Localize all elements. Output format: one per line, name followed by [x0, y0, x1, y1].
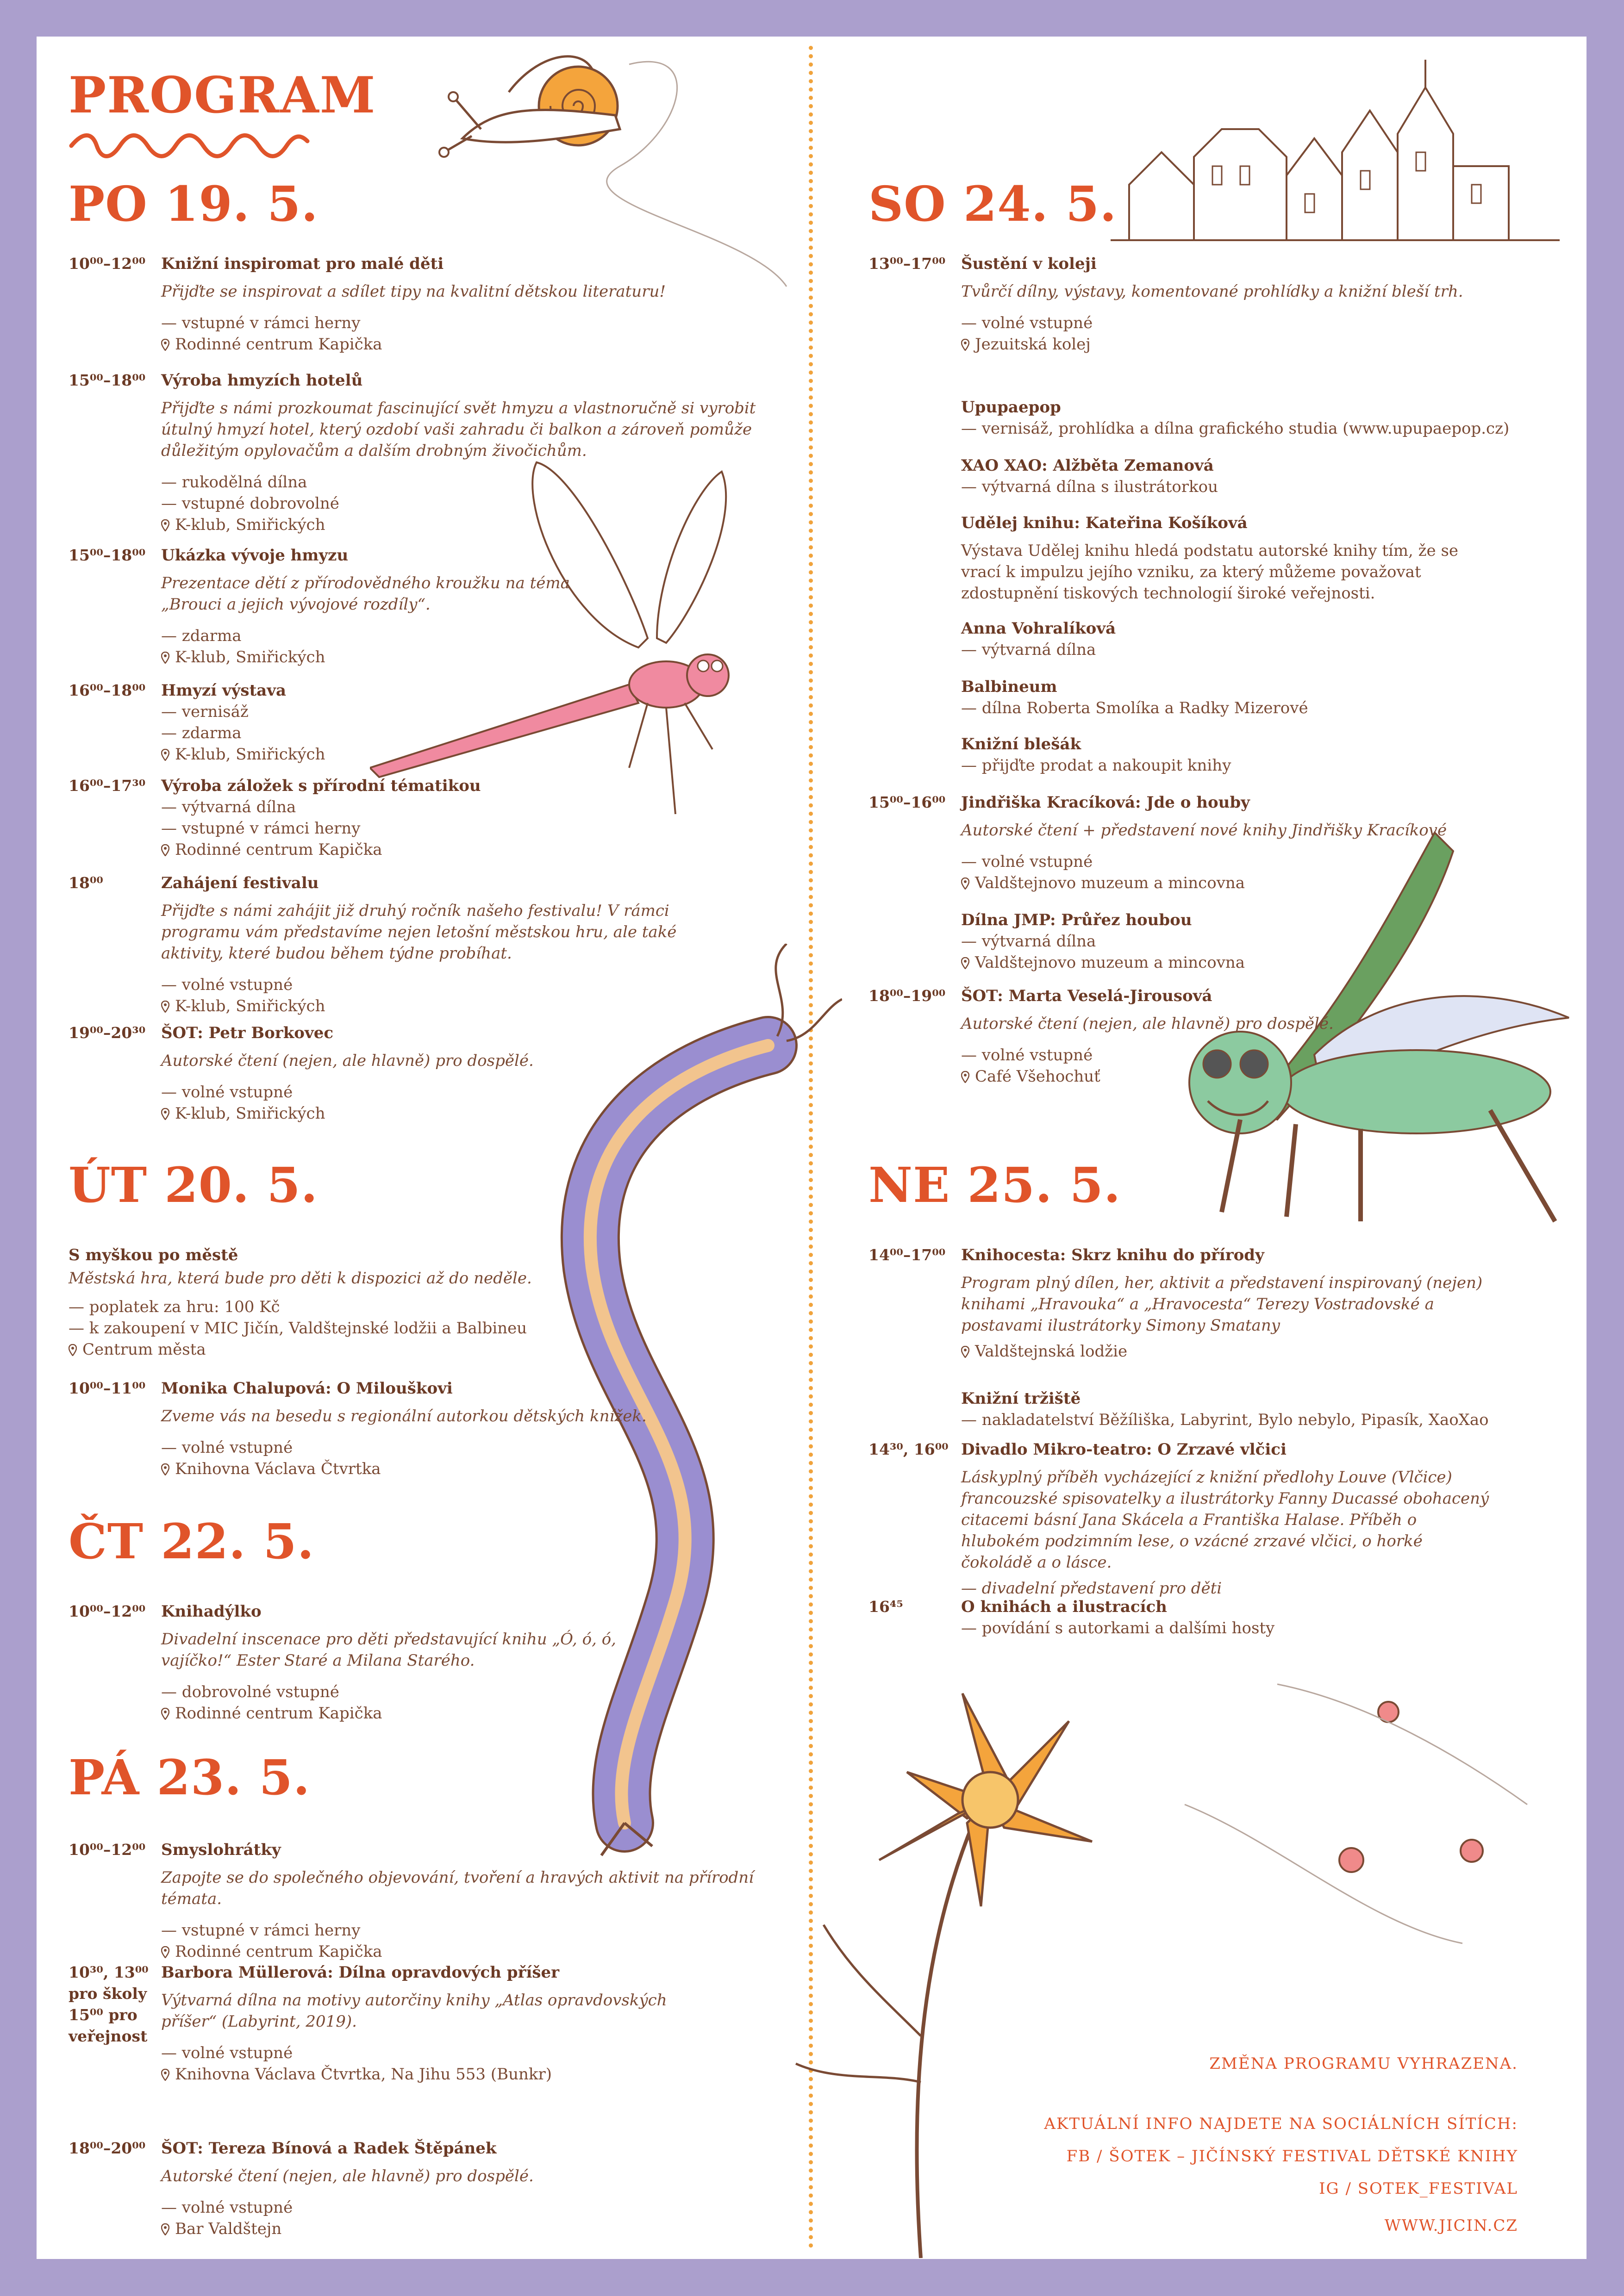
- event-item: [868, 676, 1563, 719]
- event-title: Udělej knihu: Kateřina Košíková: [961, 514, 1248, 532]
- event-item: [69, 1839, 763, 1962]
- event-meta: — dobrovolné vstupné: [161, 1683, 339, 1701]
- event-time: 10⁰⁰–11⁰⁰: [69, 1379, 146, 1397]
- event-title: ŠOT: Tereza Bínová a Radek Štěpánek: [161, 2139, 497, 2158]
- event-item: [69, 872, 763, 1017]
- poster-sheet: [37, 37, 1587, 2259]
- event-time: 16⁰⁰–17³⁰: [69, 777, 146, 795]
- day-heading-saturday: SO 24. 5.: [868, 175, 1117, 232]
- event-meta: — dílna Roberta Smolíka a Radky Mizerové: [961, 699, 1308, 717]
- event-title: Knižní inspiromat pro malé děti: [161, 255, 444, 273]
- event-title: Ukázka vývoje hmyzu: [161, 546, 349, 565]
- event-title: Výroba hmyzích hotelů: [161, 371, 363, 390]
- event-item: [868, 512, 1563, 604]
- event-item: [868, 909, 1563, 973]
- location-pin-icon: [961, 877, 969, 890]
- event-description: Tvůrčí dílny, výstavy, komentované prohlídky a knižní bleší trh.: [961, 282, 1463, 301]
- event-meta: — divadelní představení pro děti: [961, 1579, 1222, 1598]
- event-place: Rodinné centrum Kapička: [175, 840, 382, 859]
- program-title: PROGRAM: [69, 66, 376, 124]
- event-description: Výstava Udělej knihu hledá podstatu autorské knihy tím, že se vrací k impulzu jejího vzniku, za který můžeme považovat zdostupnění tiskových technologií široké veřejnosti.: [961, 541, 1459, 603]
- event-place: Rodinné centrum Kapička: [175, 335, 382, 354]
- event-meta: — výtvarná dílna s ilustrátorkou: [961, 478, 1218, 496]
- event-place: Knihovna Václava Čtvrtka, Na Jihu 553 (Bunkr): [175, 2065, 552, 2084]
- event-meta: — volné vstupné: [161, 2198, 293, 2217]
- event-title: Jindřiška Kracíková: Jde o houby: [961, 793, 1250, 812]
- event-place: Jezuitská kolej: [975, 335, 1091, 354]
- event-place: K-klub, Smiřických: [175, 648, 325, 666]
- event-title: Barbora Müllerová: Dílna opravdových příšer: [161, 1963, 560, 1982]
- event-title: Divadlo Mikro-teatro: O Zrzavé vlčici: [961, 1440, 1287, 1459]
- location-pin-icon: [161, 1708, 169, 1720]
- event-meta: — volné vstupné: [961, 1046, 1093, 1064]
- event-place: Valdštejnovo muzeum a mincovna: [975, 874, 1245, 892]
- event-item: [69, 1962, 763, 2085]
- event-item: [868, 397, 1563, 439]
- event-title: Upupaepop: [961, 398, 1061, 417]
- event-title: Hmyzí výstava: [161, 681, 287, 700]
- event-meta: — zdarma: [161, 627, 242, 645]
- event-item: [69, 1244, 763, 1360]
- event-description: Divadelní inscenace pro děti představující knihu „Ó, ó, ó, vajíčko!“ Ester Staré a Milana Starého.: [161, 1630, 616, 1670]
- event-title: Smyslohrátky: [161, 1841, 281, 1859]
- event-time: 10⁰⁰–12⁰⁰: [69, 255, 146, 273]
- event-title: Balbineum: [961, 678, 1057, 696]
- event-description: Zveme vás na besedu s regionální autorkou dětských knížek.: [161, 1407, 647, 1425]
- event-time: 18⁰⁰–20⁰⁰: [69, 2139, 146, 2157]
- event-meta: — volné vstupné: [961, 314, 1093, 332]
- day-heading-friday: PÁ 23. 5.: [69, 1749, 311, 1806]
- event-title: Knižní tržiště: [961, 1389, 1081, 1408]
- event-item: [868, 1244, 1563, 1362]
- event-item: [868, 792, 1563, 894]
- event-meta: — k zakoupení v MIC Jičín, Valdštejnské lodžii a Balbineu: [69, 1319, 527, 1338]
- event-description: Přijďte s námi zahájit již druhý ročník našeho festivalu! V rámci programu vám představíme nejen letošní městskou hru, ale také aktivity, které budou během týdne probíhat.: [161, 902, 677, 963]
- event-place: K-klub, Smiřických: [175, 516, 325, 534]
- event-item: [69, 2138, 763, 2240]
- event-place: Bar Valdštejn: [175, 2220, 282, 2238]
- footer-website-link[interactable]: WWW.JICIN.CZ: [1384, 2216, 1518, 2235]
- event-description: Výtvarná dílna na motivy autorčiny knihy „Atlas opravdovských příšer“ (Labyrint, 2019).: [161, 1991, 667, 2031]
- event-meta: — volné vstupné: [961, 852, 1093, 871]
- event-description: Městská hra, která bude pro děti k dispozici až do neděle.: [69, 1269, 532, 1288]
- day-heading-tuesday: ÚT 20. 5.: [69, 1157, 319, 1213]
- event-meta: — zdarma: [161, 724, 242, 742]
- location-pin-icon: [161, 2223, 169, 2235]
- event-place: Knihovna Václava Čtvrtka: [175, 1460, 381, 1478]
- castle-town-illustration: [1101, 46, 1564, 268]
- event-place: K-klub, Smiřických: [175, 745, 325, 764]
- event-item: [69, 1022, 763, 1124]
- event-meta: — volné vstupné: [161, 1083, 293, 1101]
- event-description: Autorské čtení (nejen, ale hlavně) pro dospělé.: [161, 2167, 534, 2185]
- location-pin-icon: [69, 1344, 77, 1356]
- location-pin-icon: [161, 1463, 169, 1475]
- event-title: ŠOT: Petr Borkovec: [161, 1024, 334, 1042]
- event-title: Anna Vohralíková: [961, 619, 1116, 638]
- event-meta: — vstupné dobrovolné: [161, 494, 339, 513]
- squiggle-decoration: [69, 127, 310, 160]
- event-place: Valdštejnovo muzeum a mincovna: [975, 953, 1245, 972]
- event-meta: — výtvarná dílna: [161, 798, 296, 816]
- location-pin-icon: [961, 1071, 969, 1083]
- event-time: 16⁰⁰–18⁰⁰: [69, 681, 146, 699]
- event-meta: — volné vstupné: [161, 976, 293, 994]
- event-place: Centrum města: [82, 1340, 206, 1359]
- event-time: 14⁰⁰–17⁰⁰: [868, 1246, 946, 1264]
- event-item: [868, 1439, 1563, 1599]
- event-place: K-klub, Smiřických: [175, 1104, 325, 1123]
- event-meta: — rukodělná dílna: [161, 473, 307, 492]
- event-item: [69, 775, 763, 860]
- footer-instagram[interactable]: IG / SOTEK_FESTIVAL: [1319, 2179, 1518, 2198]
- event-title: Dílna JMP: Průřez houbou: [961, 911, 1192, 929]
- location-pin-icon: [961, 339, 969, 351]
- footer-info-line: AKTUÁLNÍ INFO NAJDETE NA SOCIÁLNÍCH SÍTÍCH:: [1044, 2115, 1518, 2133]
- event-meta: — povídání s autorkami a dalšími hosty: [961, 1619, 1275, 1637]
- event-meta: — volné vstupné: [161, 1438, 293, 1457]
- location-pin-icon: [161, 1001, 169, 1013]
- event-item: [868, 1596, 1563, 1639]
- event-time: 10⁰⁰–12⁰⁰: [69, 1602, 146, 1620]
- location-pin-icon: [161, 339, 169, 351]
- event-title: Výroba záložek s přírodní tématikou: [161, 777, 481, 795]
- day-heading-sunday: NE 25. 5.: [868, 1157, 1121, 1213]
- day-heading-monday: PO 19. 5.: [69, 175, 319, 232]
- event-meta: — přijďte prodat a nakoupit knihy: [961, 756, 1231, 775]
- event-item: [868, 618, 1563, 660]
- event-time: 15⁰⁰–16⁰⁰: [868, 793, 946, 811]
- event-title: ŠOT: Marta Veselá-Jirousová: [961, 987, 1212, 1005]
- event-time: 18⁰⁰–19⁰⁰: [868, 987, 946, 1005]
- event-meta: — výtvarná dílna: [961, 641, 1096, 659]
- event-meta: — vernisáž: [161, 703, 249, 721]
- location-pin-icon: [961, 957, 969, 969]
- event-meta: — nakladatelství Běžíliška, Labyrint, Bylo nebylo, Pipasík, XaoXao: [961, 1411, 1489, 1429]
- location-pin-icon: [161, 1108, 169, 1120]
- location-pin-icon: [961, 1346, 969, 1358]
- event-time: 14³⁰, 16⁰⁰: [868, 1440, 949, 1458]
- event-time: 10³⁰, 13⁰⁰ pro školy 15⁰⁰ pro veřejnost: [69, 1963, 149, 2045]
- event-meta: — volné vstupné: [161, 2044, 293, 2062]
- day-heading-thursday: ČT 22. 5.: [69, 1513, 315, 1570]
- event-time: 15⁰⁰–18⁰⁰: [69, 371, 146, 389]
- event-item: [69, 370, 763, 535]
- event-item: [69, 680, 763, 765]
- event-description: Přijďte se inspirovat a sdílet tipy na kvalitní dětskou literaturu!: [161, 282, 666, 301]
- event-description: Autorské čtení (nejen, ale hlavně) pro dospělé.: [161, 1052, 534, 1070]
- event-item: [868, 455, 1563, 498]
- location-pin-icon: [161, 2069, 169, 2081]
- event-item: [69, 1601, 763, 1724]
- location-pin-icon: [161, 652, 169, 664]
- event-time: 16⁴⁵: [868, 1598, 903, 1616]
- event-meta: — výtvarná dílna: [961, 932, 1096, 951]
- event-meta: — vstupné v rámci herny: [161, 1921, 361, 1940]
- event-item: [868, 734, 1563, 776]
- footer-notice: ZMĚNA PROGRAMU VYHRAZENA.: [1209, 2054, 1518, 2073]
- event-place: Rodinné centrum Kapička: [175, 1942, 382, 1961]
- event-description: Přijďte s námi prozkoumat fascinující svět hmyzu a vlastnoručně si vyrobit útulný hmyzí hotel, který ozdobí vaši zahradu či balkon a zároveň pomůže důležitým opylovačům a dalším drobným živočichům.: [161, 399, 756, 460]
- event-place: Rodinné centrum Kapička: [175, 1704, 382, 1723]
- event-description: Prezentace dětí z přírodovědného kroužku na téma „Brouci a jejich vývojové rozdíly“.: [161, 574, 570, 614]
- event-title: XAO XAO: Alžběta Zemanová: [961, 456, 1214, 475]
- event-time: 13⁰⁰–17⁰⁰: [868, 255, 946, 273]
- event-description: Program plný dílen, her, aktivit a představení inspirovaný (nejen) knihami „Hravouka“ a „Hravocesta“ Terezy Vostradovské a postavami ilustrátorky Simony Smatany: [961, 1274, 1483, 1335]
- footer-facebook[interactable]: FB / ŠOTEK – JIČÍNSKÝ FESTIVAL DĚTSKÉ KNIHY: [1066, 2147, 1518, 2165]
- event-item: [868, 1388, 1563, 1431]
- location-pin-icon: [161, 1946, 169, 1958]
- event-item: [69, 545, 763, 668]
- location-pin-icon: [161, 844, 169, 856]
- event-meta: — poplatek za hru: 100 Kč: [69, 1298, 280, 1316]
- event-meta: — vstupné v rámci herny: [161, 314, 361, 332]
- event-item: [69, 1378, 763, 1480]
- event-time: 19⁰⁰–20³⁰: [69, 1024, 146, 1042]
- event-title: Knihocesta: Skrz knihu do přírody: [961, 1246, 1264, 1264]
- event-title: O knihách a ilustracích: [961, 1598, 1167, 1616]
- event-time: 15⁰⁰–18⁰⁰: [69, 546, 146, 564]
- event-meta: — vstupné v rámci herny: [161, 819, 361, 838]
- event-time: 18⁰⁰: [69, 874, 103, 892]
- event-item: [69, 253, 763, 355]
- event-place: Valdštejnská lodžie: [975, 1342, 1128, 1361]
- event-item: [868, 253, 1563, 355]
- event-title: S myškou po městě: [69, 1246, 238, 1264]
- event-title: Knihadýlko: [161, 1602, 262, 1621]
- event-place: Café Všehochuť: [975, 1067, 1100, 1086]
- event-title: Knižní blešák: [961, 735, 1081, 753]
- event-title: Monika Chalupová: O Milouškovi: [161, 1379, 453, 1398]
- event-description: Autorské čtení (nejen, ale hlavně) pro dospělé.: [961, 1014, 1334, 1033]
- event-time: 10⁰⁰–12⁰⁰: [69, 1841, 146, 1859]
- event-title: Šustění v koleji: [961, 255, 1097, 273]
- event-description: Zapojte se do společného objevování, tvoření a hravých aktivit na přírodní témata.: [161, 1868, 754, 1908]
- event-title: Zahájení festivalu: [161, 874, 319, 892]
- event-description: Láskyplný příběh vycházející z knižní předlohy Louve (Vlčice) francouzské spisovatelky a ilustrátorky Fanny Ducassé obohacený citacemi básní Jana Skácela a Františka Halase. Příběh o hlubokém podzimním lese, o vzácné zrzavé vlčici, o horké čokoládě a o lásce.: [961, 1468, 1489, 1572]
- event-place: K-klub, Smiřických: [175, 997, 325, 1015]
- location-pin-icon: [161, 749, 169, 761]
- event-description: Autorské čtení + představení nové knihy Jindřišky Kracíkové: [961, 821, 1447, 840]
- event-item: [868, 985, 1563, 1087]
- location-pin-icon: [161, 519, 169, 531]
- event-meta: — vernisáž, prohlídka a dílna grafického studia (www.upupaepop.cz): [961, 419, 1510, 438]
